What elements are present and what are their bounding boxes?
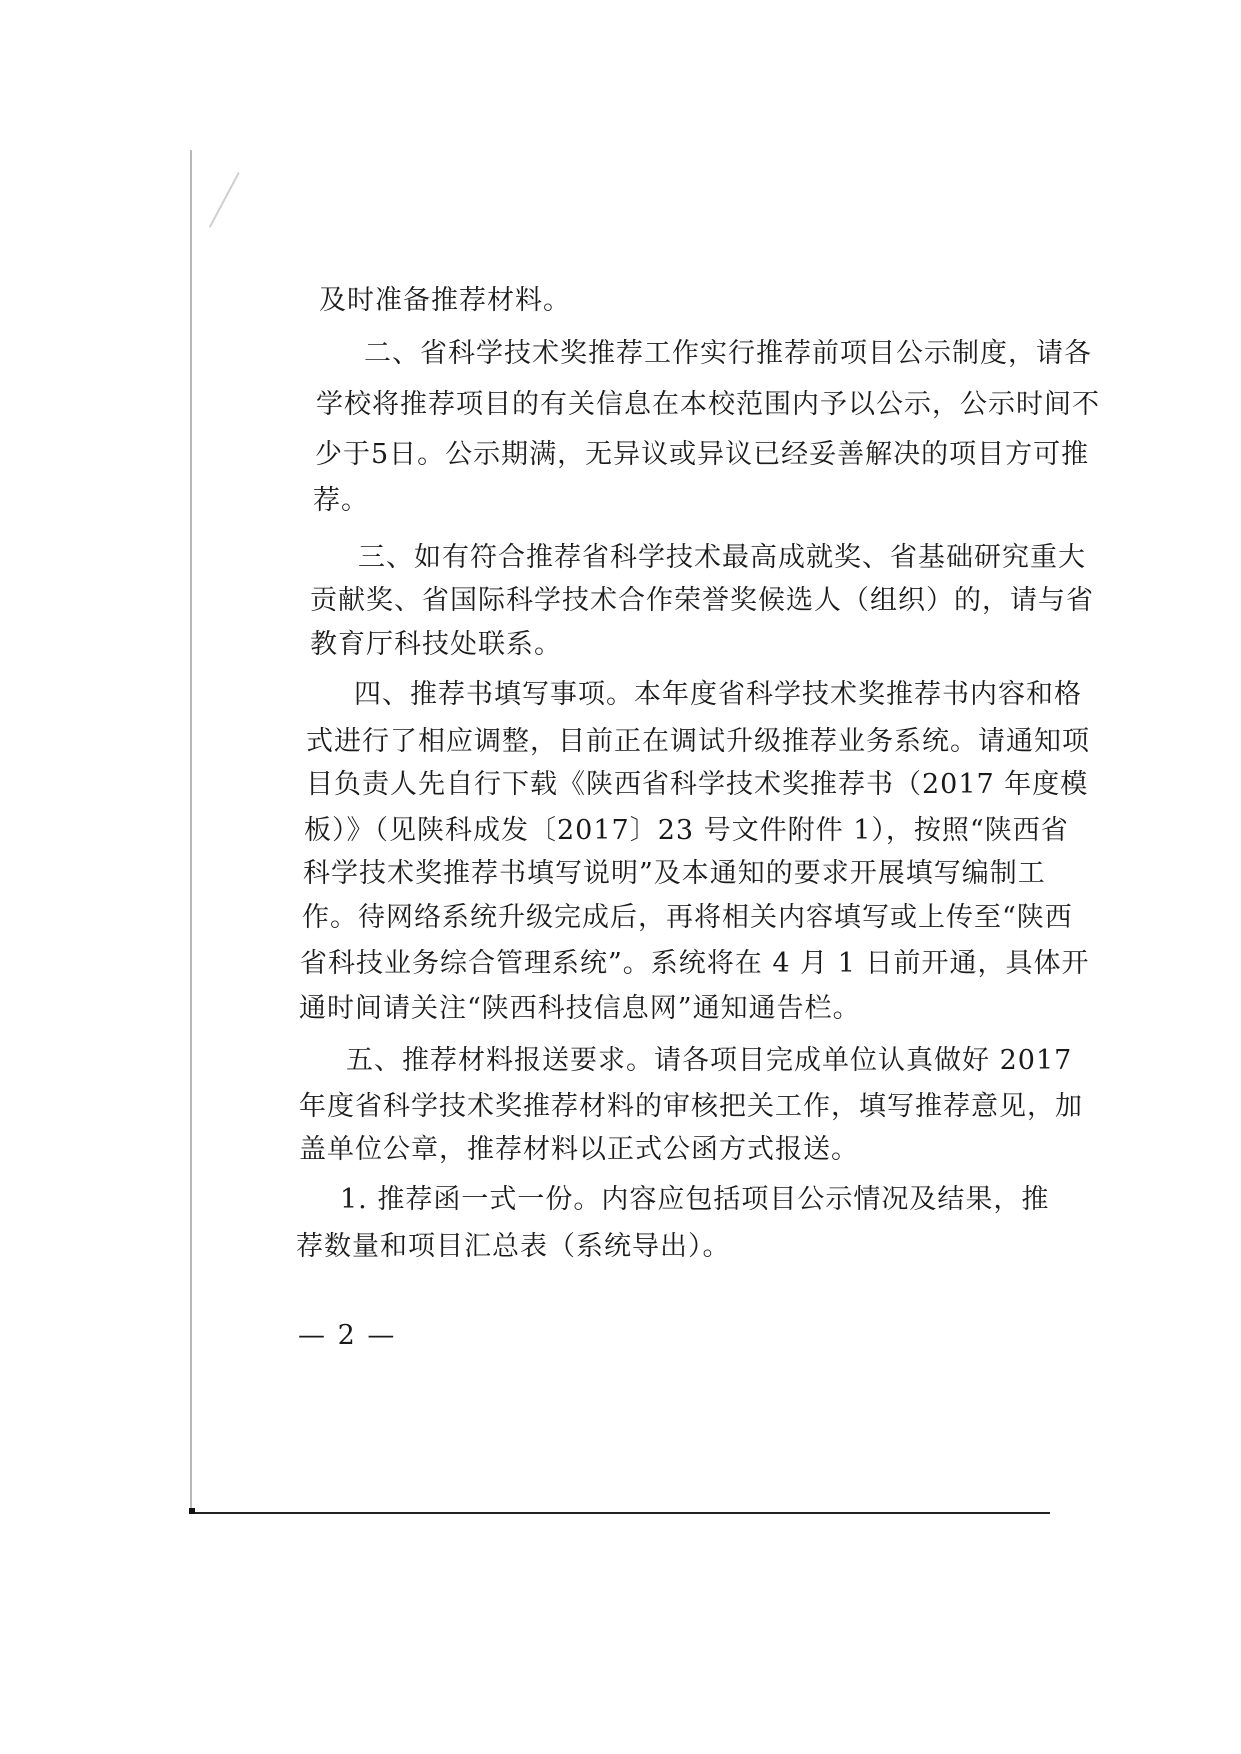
text-line: 三、如有符合推荐省科学技术最高成就奖、省基础研究重大 — [358, 542, 1086, 573]
text-line: 贡献奖、省国际科学技术合作荣誉奖候选人（组织）的，请与省 — [310, 585, 1094, 616]
text-line: 及时准备推荐材料。 — [319, 285, 571, 316]
text-line: 教育厅科技处联系。 — [310, 629, 562, 660]
text-line: 荐数量和项目汇总表（系统导出）。 — [296, 1231, 731, 1262]
text-line: 二、省科学技术奖推荐工作实行推荐前项目公示制度，请各 — [364, 338, 1092, 369]
text-line: 盖单位公章，推荐材料以正式公函方式报送。 — [299, 1134, 859, 1165]
text-line: 学校将推荐项目的有关信息在本校范围内予以公示，公示时间不 — [316, 389, 1100, 420]
text-line: 年度省科学技术奖推荐材料的审核把关工作，填写推荐意见，加 — [299, 1091, 1083, 1122]
scan-edge-left — [190, 150, 192, 1510]
text-line: 作。待网络系统升级完成后，再将相关内容填写或上传至“陕西 — [302, 902, 1073, 933]
text-line: 式进行了相应调整，目前正在调试升级推荐业务系统。请通知项 — [306, 726, 1090, 757]
text-line: 五、推荐材料报送要求。请各项目完成单位认真做好 2017 — [346, 1045, 1073, 1076]
page-number: — 2 — — [298, 1320, 397, 1351]
text-line: 目负责人先自行下载《陕西省科学技术奖推荐书（2017 年度模 — [306, 769, 1089, 800]
text-line: 省科技业务综合管理系统”。系统将在 4 月 1 日前开通，具体开 — [300, 948, 1090, 979]
text-line: 1. 推荐函一式一份。内容应包括项目公示情况及结果，推 — [340, 1184, 1050, 1215]
scan-mark — [209, 172, 239, 227]
scan-edge-bottom — [190, 1512, 1050, 1514]
text-line: 少于5日。公示期满，无异议或异议已经妥善解决的项目方可推 — [315, 439, 1090, 470]
text-line: 通时间请关注“陕西科技信息网”通知通告栏。 — [299, 993, 861, 1024]
scan-corner — [189, 1508, 195, 1514]
text-line: 科学技术奖推荐书填写说明”及本通知的要求开展填写编制工 — [303, 858, 1046, 889]
text-line: 板）》（见陕科成发〔2017〕23 号文件附件 1），按照“陕西省 — [304, 815, 1069, 846]
text-line: 四、推荐书填写事项。本年度省科学技术奖推荐书内容和格 — [354, 679, 1082, 710]
text-line: 荐。 — [313, 485, 369, 516]
